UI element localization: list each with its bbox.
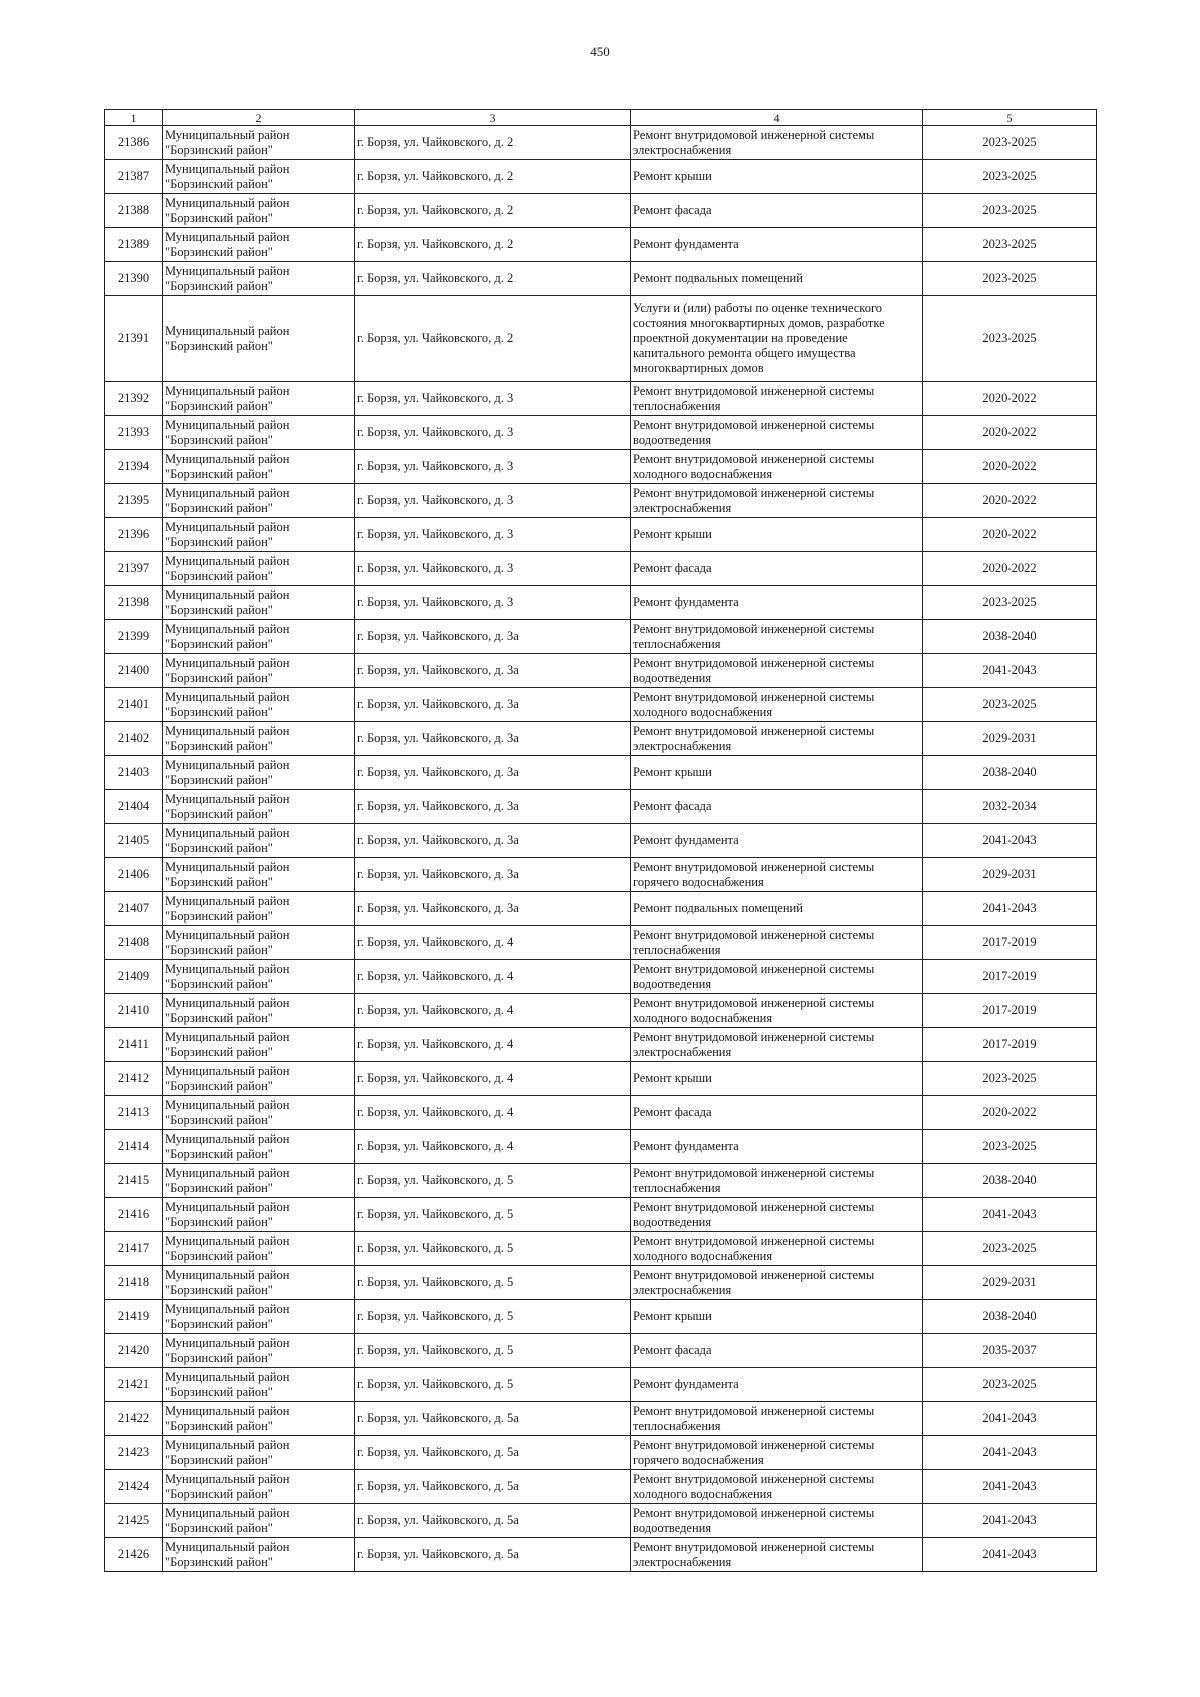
row-work-type: Ремонт внутридомовой инженерной системы водоотведения (631, 654, 923, 688)
row-municipality: Муниципальный район "Борзинский район" (163, 790, 355, 824)
row-work-type: Ремонт фасада (631, 552, 923, 586)
row-address: г. Борзя, ул. Чайковского, д. 5а (355, 1470, 631, 1504)
row-work-type: Ремонт внутридомовой инженерной системы электроснабжения (631, 1266, 923, 1300)
table-row (105, 858, 1097, 892)
row-address: г. Борзя, ул. Чайковского, д. 4 (355, 1028, 631, 1062)
row-period: 2023-2025 (923, 160, 1097, 194)
row-work-type: Ремонт фундамента (631, 228, 923, 262)
row-municipality: Муниципальный район "Борзинский район" (163, 1470, 355, 1504)
row-number: 21395 (105, 484, 163, 518)
row-municipality: Муниципальный район "Борзинский район" (163, 1504, 355, 1538)
row-number: 21415 (105, 1164, 163, 1198)
row-number: 21386 (105, 126, 163, 160)
row-period: 2020-2022 (923, 416, 1097, 450)
table-row (105, 960, 1097, 994)
row-municipality: Муниципальный район "Борзинский район" (163, 552, 355, 586)
table-row (105, 1334, 1097, 1368)
table-row (105, 824, 1097, 858)
row-municipality: Муниципальный район "Борзинский район" (163, 296, 355, 382)
row-work-type: Ремонт внутридомовой инженерной системы теплоснабжения (631, 1164, 923, 1198)
row-address: г. Борзя, ул. Чайковского, д. 4 (355, 1130, 631, 1164)
table-row (105, 194, 1097, 228)
row-address: г. Борзя, ул. Чайковского, д. 5а (355, 1504, 631, 1538)
table-row (105, 382, 1097, 416)
row-period: 2023-2025 (923, 1232, 1097, 1266)
row-municipality: Муниципальный район "Борзинский район" (163, 1028, 355, 1062)
row-address: г. Борзя, ул. Чайковского, д. 5 (355, 1334, 631, 1368)
row-municipality: Муниципальный район "Борзинский район" (163, 1062, 355, 1096)
row-period: 2023-2025 (923, 262, 1097, 296)
row-municipality: Муниципальный район "Борзинский район" (163, 1130, 355, 1164)
row-period: 2038-2040 (923, 620, 1097, 654)
row-number: 21387 (105, 160, 163, 194)
row-number: 21417 (105, 1232, 163, 1266)
row-address: г. Борзя, ул. Чайковского, д. 3 (355, 382, 631, 416)
row-address: г. Борзя, ул. Чайковского, д. 5 (355, 1266, 631, 1300)
row-municipality: Муниципальный район "Борзинский район" (163, 824, 355, 858)
table-row (105, 1368, 1097, 1402)
row-municipality: Муниципальный район "Борзинский район" (163, 1164, 355, 1198)
row-work-type: Ремонт внутридомовой инженерной системы теплоснабжения (631, 620, 923, 654)
row-work-type: Ремонт внутридомовой инженерной системы теплоснабжения (631, 1402, 923, 1436)
row-period: 2035-2037 (923, 1334, 1097, 1368)
row-period: 2029-2031 (923, 1266, 1097, 1300)
row-municipality: Муниципальный район "Борзинский район" (163, 1436, 355, 1470)
row-address: г. Борзя, ул. Чайковского, д. 4 (355, 960, 631, 994)
table-row (105, 518, 1097, 552)
table-row (105, 228, 1097, 262)
row-period: 2038-2040 (923, 756, 1097, 790)
row-municipality: Муниципальный район "Борзинский район" (163, 1266, 355, 1300)
row-municipality: Муниципальный район "Борзинский район" (163, 1402, 355, 1436)
row-period: 2041-2043 (923, 1198, 1097, 1232)
table-row (105, 722, 1097, 756)
row-work-type: Ремонт внутридомовой инженерной системы теплоснабжения (631, 926, 923, 960)
row-number: 21397 (105, 552, 163, 586)
row-number: 21408 (105, 926, 163, 960)
row-work-type: Ремонт внутридомовой инженерной системы водоотведения (631, 1504, 923, 1538)
row-number: 21425 (105, 1504, 163, 1538)
table-row (105, 1232, 1097, 1266)
table-row (105, 994, 1097, 1028)
row-address: г. Борзя, ул. Чайковского, д. 2 (355, 262, 631, 296)
header-col-5: 5 (923, 110, 1097, 126)
row-work-type: Ремонт внутридомовой инженерной системы холодного водоснабжения (631, 994, 923, 1028)
table-row (105, 1402, 1097, 1436)
row-work-type: Ремонт внутридомовой инженерной системы водоотведения (631, 1198, 923, 1232)
row-municipality: Муниципальный район "Борзинский район" (163, 994, 355, 1028)
row-work-type: Ремонт крыши (631, 1300, 923, 1334)
row-address: г. Борзя, ул. Чайковского, д. 3а (355, 892, 631, 926)
row-municipality: Муниципальный район "Борзинский район" (163, 654, 355, 688)
row-work-type: Ремонт внутридомовой инженерной системы электроснабжения (631, 1028, 923, 1062)
table-row (105, 1130, 1097, 1164)
row-address: г. Борзя, ул. Чайковского, д. 3а (355, 654, 631, 688)
row-number: 21419 (105, 1300, 163, 1334)
table-row (105, 1266, 1097, 1300)
row-number: 21388 (105, 194, 163, 228)
table-row (105, 1198, 1097, 1232)
row-address: г. Борзя, ул. Чайковского, д. 2 (355, 126, 631, 160)
row-work-type: Ремонт внутридомовой инженерной системы электроснабжения (631, 722, 923, 756)
row-municipality: Муниципальный район "Борзинский район" (163, 892, 355, 926)
table-header-row (105, 110, 1097, 126)
row-municipality: Муниципальный район "Борзинский район" (163, 228, 355, 262)
row-municipality: Муниципальный район "Борзинский район" (163, 1334, 355, 1368)
table-row (105, 552, 1097, 586)
row-address: г. Борзя, ул. Чайковского, д. 3а (355, 722, 631, 756)
row-address: г. Борзя, ул. Чайковского, д. 3а (355, 620, 631, 654)
row-work-type: Ремонт подвальных помещений (631, 892, 923, 926)
table-row (105, 416, 1097, 450)
row-work-type: Ремонт фасада (631, 1334, 923, 1368)
row-number: 21423 (105, 1436, 163, 1470)
row-period: 2017-2019 (923, 926, 1097, 960)
row-period: 2020-2022 (923, 1096, 1097, 1130)
header-col-3: 3 (355, 110, 631, 126)
row-number: 21407 (105, 892, 163, 926)
row-number: 21406 (105, 858, 163, 892)
table-row (105, 1164, 1097, 1198)
table-row (105, 1096, 1097, 1130)
row-number: 21393 (105, 416, 163, 450)
table-row (105, 586, 1097, 620)
row-period: 2029-2031 (923, 858, 1097, 892)
row-period: 2023-2025 (923, 296, 1097, 382)
row-address: г. Борзя, ул. Чайковского, д. 3 (355, 484, 631, 518)
row-municipality: Муниципальный район "Борзинский район" (163, 1300, 355, 1334)
row-period: 2038-2040 (923, 1164, 1097, 1198)
row-work-type: Ремонт внутридомовой инженерной системы горячего водоснабжения (631, 858, 923, 892)
table-row (105, 450, 1097, 484)
row-period: 2041-2043 (923, 1436, 1097, 1470)
row-period: 2017-2019 (923, 1028, 1097, 1062)
row-address: г. Борзя, ул. Чайковского, д. 3 (355, 518, 631, 552)
row-municipality: Муниципальный район "Борзинский район" (163, 1232, 355, 1266)
row-municipality: Муниципальный район "Борзинский район" (163, 1096, 355, 1130)
row-number: 21411 (105, 1028, 163, 1062)
row-address: г. Борзя, ул. Чайковского, д. 5а (355, 1538, 631, 1572)
table-row (105, 688, 1097, 722)
row-number: 21404 (105, 790, 163, 824)
row-work-type: Ремонт внутридомовой инженерной системы электроснабжения (631, 484, 923, 518)
row-number: 21409 (105, 960, 163, 994)
row-work-type: Ремонт крыши (631, 756, 923, 790)
row-number: 21418 (105, 1266, 163, 1300)
row-period: 2020-2022 (923, 382, 1097, 416)
row-period: 2023-2025 (923, 1368, 1097, 1402)
row-period: 2041-2043 (923, 1538, 1097, 1572)
row-municipality: Муниципальный район "Борзинский район" (163, 450, 355, 484)
row-number: 21424 (105, 1470, 163, 1504)
row-address: г. Борзя, ул. Чайковского, д. 5а (355, 1436, 631, 1470)
row-work-type: Ремонт крыши (631, 1062, 923, 1096)
row-address: г. Борзя, ул. Чайковского, д. 3 (355, 586, 631, 620)
row-address: г. Борзя, ул. Чайковского, д. 4 (355, 994, 631, 1028)
row-work-type: Ремонт фундамента (631, 1368, 923, 1402)
row-work-type: Ремонт фасада (631, 1096, 923, 1130)
row-work-type: Ремонт внутридомовой инженерной системы холодного водоснабжения (631, 1470, 923, 1504)
row-number: 21414 (105, 1130, 163, 1164)
row-work-type: Ремонт внутридомовой инженерной системы горячего водоснабжения (631, 1436, 923, 1470)
table-row (105, 1300, 1097, 1334)
row-number: 21396 (105, 518, 163, 552)
table-row (105, 892, 1097, 926)
row-period: 2020-2022 (923, 552, 1097, 586)
row-number: 21401 (105, 688, 163, 722)
row-address: г. Борзя, ул. Чайковского, д. 2 (355, 228, 631, 262)
row-address: г. Борзя, ул. Чайковского, д. 5 (355, 1232, 631, 1266)
row-work-type: Ремонт крыши (631, 160, 923, 194)
row-number: 21389 (105, 228, 163, 262)
row-work-type: Ремонт фундамента (631, 586, 923, 620)
row-period: 2023-2025 (923, 1130, 1097, 1164)
row-work-type: Ремонт внутридомовой инженерной системы холодного водоснабжения (631, 1232, 923, 1266)
table-row (105, 926, 1097, 960)
row-address: г. Борзя, ул. Чайковского, д. 3 (355, 552, 631, 586)
row-work-type: Услуги и (или) работы по оценке технического состояния многоквартирных домов, разработке проектной документации на проведение капитального ремонта общего имущества многоквартирных домов (631, 296, 923, 382)
row-municipality: Муниципальный район "Борзинский район" (163, 586, 355, 620)
row-period: 2041-2043 (923, 1470, 1097, 1504)
row-period: 2023-2025 (923, 228, 1097, 262)
row-work-type: Ремонт внутридомовой инженерной системы электроснабжения (631, 1538, 923, 1572)
table-row (105, 1538, 1097, 1572)
row-period: 2029-2031 (923, 722, 1097, 756)
row-municipality: Муниципальный район "Борзинский район" (163, 416, 355, 450)
row-number: 21410 (105, 994, 163, 1028)
row-address: г. Борзя, ул. Чайковского, д. 2 (355, 296, 631, 382)
row-period: 2023-2025 (923, 126, 1097, 160)
row-period: 2041-2043 (923, 1504, 1097, 1538)
row-number: 21422 (105, 1402, 163, 1436)
row-period: 2041-2043 (923, 824, 1097, 858)
table-row (105, 790, 1097, 824)
row-period: 2023-2025 (923, 586, 1097, 620)
table-row (105, 296, 1097, 382)
row-municipality: Муниципальный район "Борзинский район" (163, 688, 355, 722)
row-municipality: Муниципальный район "Борзинский район" (163, 484, 355, 518)
row-work-type: Ремонт подвальных помещений (631, 262, 923, 296)
row-address: г. Борзя, ул. Чайковского, д. 4 (355, 926, 631, 960)
header-col-2: 2 (163, 110, 355, 126)
row-municipality: Муниципальный район "Борзинский район" (163, 620, 355, 654)
row-period: 2023-2025 (923, 1062, 1097, 1096)
row-period: 2023-2025 (923, 194, 1097, 228)
row-number: 21420 (105, 1334, 163, 1368)
row-period: 2041-2043 (923, 654, 1097, 688)
row-address: г. Борзя, ул. Чайковского, д. 3а (355, 756, 631, 790)
row-number: 21405 (105, 824, 163, 858)
row-period: 2020-2022 (923, 484, 1097, 518)
row-address: г. Борзя, ул. Чайковского, д. 4 (355, 1096, 631, 1130)
row-period: 2020-2022 (923, 518, 1097, 552)
row-municipality: Муниципальный район "Борзинский район" (163, 756, 355, 790)
row-period: 2020-2022 (923, 450, 1097, 484)
row-address: г. Борзя, ул. Чайковского, д. 4 (355, 1062, 631, 1096)
row-number: 21394 (105, 450, 163, 484)
table-row (105, 1028, 1097, 1062)
row-work-type: Ремонт фасада (631, 194, 923, 228)
row-number: 21421 (105, 1368, 163, 1402)
row-address: г. Борзя, ул. Чайковского, д. 3 (355, 416, 631, 450)
row-municipality: Муниципальный район "Борзинский район" (163, 960, 355, 994)
row-address: г. Борзя, ул. Чайковского, д. 3а (355, 858, 631, 892)
row-work-type: Ремонт внутридомовой инженерной системы электроснабжения (631, 126, 923, 160)
row-period: 2032-2034 (923, 790, 1097, 824)
row-number: 21398 (105, 586, 163, 620)
row-address: г. Борзя, ул. Чайковского, д. 2 (355, 194, 631, 228)
row-work-type: Ремонт крыши (631, 518, 923, 552)
row-work-type: Ремонт внутридомовой инженерной системы водоотведения (631, 960, 923, 994)
row-number: 21426 (105, 1538, 163, 1572)
table-row (105, 756, 1097, 790)
row-number: 21403 (105, 756, 163, 790)
row-address: г. Борзя, ул. Чайковского, д. 2 (355, 160, 631, 194)
row-period: 2017-2019 (923, 960, 1097, 994)
row-period: 2038-2040 (923, 1300, 1097, 1334)
header-col-4: 4 (631, 110, 923, 126)
row-number: 21402 (105, 722, 163, 756)
row-address: г. Борзя, ул. Чайковского, д. 3 (355, 450, 631, 484)
row-address: г. Борзя, ул. Чайковского, д. 5а (355, 1402, 631, 1436)
row-number: 21392 (105, 382, 163, 416)
row-number: 21390 (105, 262, 163, 296)
row-work-type: Ремонт фундамента (631, 824, 923, 858)
capital-repair-table (104, 109, 1097, 1572)
row-municipality: Муниципальный район "Борзинский район" (163, 160, 355, 194)
row-period: 2041-2043 (923, 892, 1097, 926)
table-row (105, 1470, 1097, 1504)
row-municipality: Муниципальный район "Борзинский район" (163, 518, 355, 552)
table-row (105, 1436, 1097, 1470)
row-work-type: Ремонт фасада (631, 790, 923, 824)
row-municipality: Муниципальный район "Борзинский район" (163, 262, 355, 296)
row-municipality: Муниципальный район "Борзинский район" (163, 194, 355, 228)
row-municipality: Муниципальный район "Борзинский район" (163, 1538, 355, 1572)
row-municipality: Муниципальный район "Борзинский район" (163, 382, 355, 416)
row-municipality: Муниципальный район "Борзинский район" (163, 858, 355, 892)
row-period: 2017-2019 (923, 994, 1097, 1028)
row-work-type: Ремонт фундамента (631, 1130, 923, 1164)
page-number: 450 (590, 44, 610, 59)
table-row (105, 160, 1097, 194)
header-col-1: 1 (105, 110, 163, 126)
table-row (105, 1062, 1097, 1096)
table-row (105, 484, 1097, 518)
row-work-type: Ремонт внутридомовой инженерной системы холодного водоснабжения (631, 450, 923, 484)
row-municipality: Муниципальный район "Борзинский район" (163, 1368, 355, 1402)
row-number: 21413 (105, 1096, 163, 1130)
row-municipality: Муниципальный район "Борзинский район" (163, 722, 355, 756)
row-address: г. Борзя, ул. Чайковского, д. 5 (355, 1164, 631, 1198)
row-address: г. Борзя, ул. Чайковского, д. 3а (355, 790, 631, 824)
row-period: 2023-2025 (923, 688, 1097, 722)
table-row (105, 262, 1097, 296)
row-period: 2041-2043 (923, 1402, 1097, 1436)
table-row (105, 126, 1097, 160)
row-address: г. Борзя, ул. Чайковского, д. 5 (355, 1300, 631, 1334)
row-address: г. Борзя, ул. Чайковского, д. 5 (355, 1368, 631, 1402)
row-address: г. Борзя, ул. Чайковского, д. 3а (355, 688, 631, 722)
row-work-type: Ремонт внутридомовой инженерной системы водоотведения (631, 416, 923, 450)
row-municipality: Муниципальный район "Борзинский район" (163, 926, 355, 960)
row-work-type: Ремонт внутридомовой инженерной системы теплоснабжения (631, 382, 923, 416)
row-municipality: Муниципальный район "Борзинский район" (163, 1198, 355, 1232)
row-municipality: Муниципальный район "Борзинский район" (163, 126, 355, 160)
table-row (105, 654, 1097, 688)
row-number: 21416 (105, 1198, 163, 1232)
table-row (105, 1504, 1097, 1538)
row-number: 21412 (105, 1062, 163, 1096)
row-number: 21399 (105, 620, 163, 654)
row-work-type: Ремонт внутридомовой инженерной системы холодного водоснабжения (631, 688, 923, 722)
row-number: 21400 (105, 654, 163, 688)
row-address: г. Борзя, ул. Чайковского, д. 5 (355, 1198, 631, 1232)
row-number: 21391 (105, 296, 163, 382)
row-address: г. Борзя, ул. Чайковского, д. 3а (355, 824, 631, 858)
table-row (105, 620, 1097, 654)
